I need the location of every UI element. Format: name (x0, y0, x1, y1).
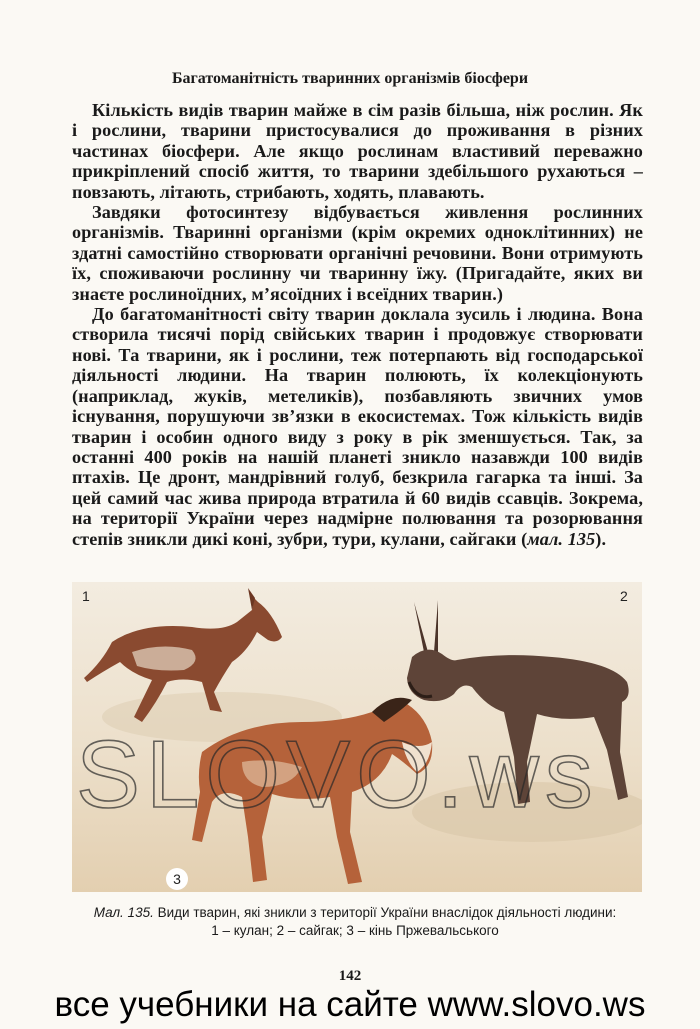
caption-line-1: Види тварин, які зникли з території України внаслідок діяльності людини: (157, 905, 617, 920)
figure-ref-close: ). (595, 528, 607, 549)
paragraph: Кількість видів тварин майже в сім разів більша, ніж рослин. Як і рослини, тварини пристосувалися до проживання в різних частинах біосфери. Але якщо рослинам властивий переважно прикріплений спосіб життя, то тварини здебільшого рухаються – повзають, літають, стрибають, ходять, плавають. (72, 100, 643, 202)
figure-135 (72, 582, 642, 892)
figure-label-3: 3 (166, 868, 188, 890)
caption-label: Мал. 135. (93, 905, 154, 920)
body-text (72, 100, 643, 549)
figure-caption (60, 904, 650, 940)
animals-illustration (72, 582, 642, 892)
figure-reference: мал. 135 (527, 528, 596, 549)
paragraph: Завдяки фотосинтезу відбувається живлення рослинних організмів. Тваринні організми (крім окремих одноклітинних) не здатні самостійно створювати органічні речовини. Вони отримують їх, споживаючи рослинну чи тваринну їжу. (Пригадайте, яких ви знаєте рослиноїдних, м’ясоїдних і всеїдних тварин.) (72, 202, 643, 304)
figure-label-2: 2 (620, 588, 628, 604)
section-title: Багатоманітність тваринних організмів біосфери (171, 70, 529, 87)
page-number: 142 (338, 968, 362, 984)
figure-label-1: 1 (82, 588, 90, 604)
paragraph-text: До багатоманітності світу тварин доклала зусиль і людина. Вона створила тисячі порід свійських тварин і продовжує створювати нові. Та тварини, як і рослини, теж потерпають від господарської діяльності людини. На тварин полюють, їх колекціонують (наприклад, жуків, метеликів), позбавляють звичних умов існування, порушуючи зв’язки в екосистемах. Тож кількість видів тварин і особин одного виду з року в рік зменшується. Так, за останні 400 років на нашій планеті зникло назавжди 100 видів птахів. Це дронт, мандрівний голуб, безкрила гагарка та інші. За цей самий час жива природа втратила й 60 видів ссавців. Зокрема, на території України через надмірне полювання та розорювання степів зникли дикі коні, зубри, тури, кулани, сайгаки (72, 304, 643, 549)
footer-site-link[interactable]: все учебники на сайте www.slovo.ws (54, 985, 646, 1024)
paragraph (72, 304, 643, 549)
caption-line-2: 1 – кулан; 2 – сайгак; 3 – кінь Пржевальського (211, 923, 499, 938)
figure-ref-open: ( (521, 528, 528, 549)
